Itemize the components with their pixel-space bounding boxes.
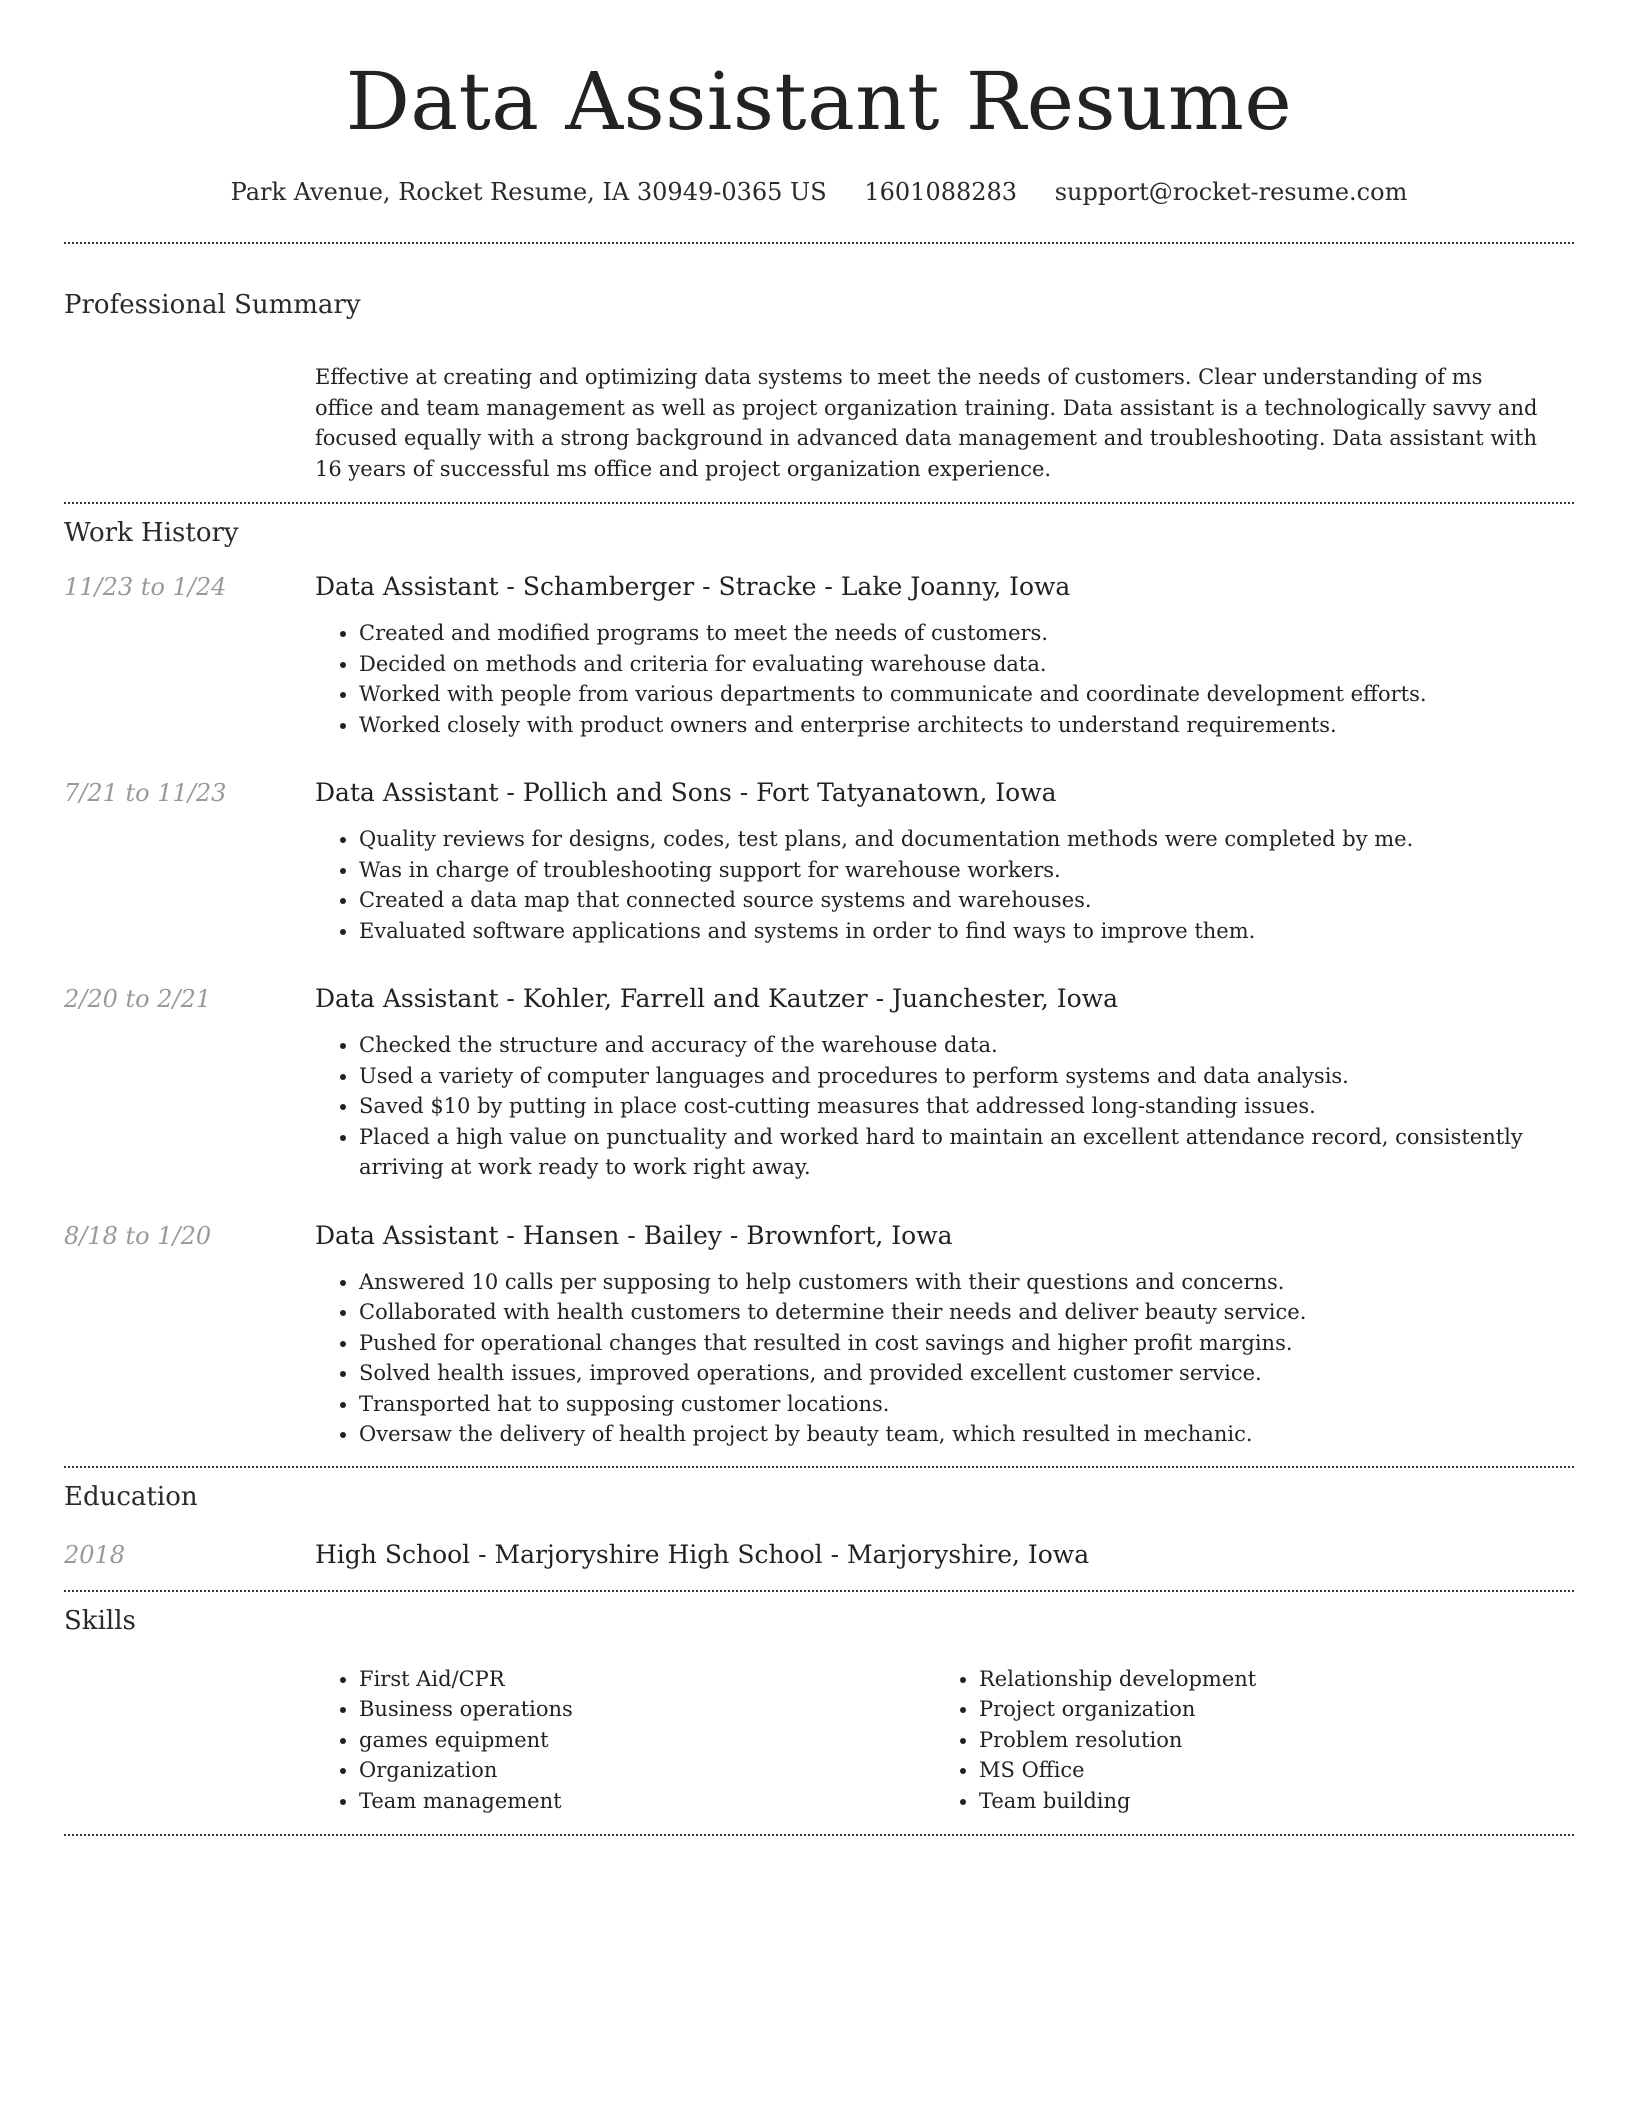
skills-list bbox=[315, 1664, 1555, 1817]
list-item: • Project organization bbox=[979, 1694, 1555, 1725]
list-item: • Business operations bbox=[359, 1694, 935, 1725]
job-bullets bbox=[315, 824, 1539, 946]
education-title: High School - Marjoryshire High School - Marjoryshire, Iowa bbox=[315, 1539, 1090, 1569]
job-title: Data Assistant - Schamberger - Stracke - Lake Joanny, Iowa bbox=[315, 572, 1071, 601]
list-item: • Placed a high value on punctuality and worked hard to maintain an excellent attendance record, consistently arriving at work ready to work right away. bbox=[359, 1122, 1539, 1183]
education-year: 2018 bbox=[64, 1540, 126, 1569]
section-title-skills: Skills bbox=[64, 1605, 136, 1636]
list-item: • Relationship development bbox=[979, 1664, 1555, 1695]
list-item: • First Aid/CPR bbox=[359, 1664, 935, 1695]
job-title: Data Assistant - Hansen - Bailey - Brownfort, Iowa bbox=[315, 1220, 953, 1250]
job-entry bbox=[64, 1219, 1574, 1450]
job-title: Data Assistant - Pollich and Sons - Fort Tatyanatown, Iowa bbox=[315, 778, 1057, 807]
education-entry bbox=[64, 1538, 1574, 1572]
divider bbox=[64, 1466, 1574, 1468]
job-entry bbox=[64, 776, 1574, 946]
resume-title: Data Assistant Resume bbox=[345, 55, 1293, 148]
list-item: • MS Office bbox=[979, 1755, 1555, 1786]
list-item: • Created and modified programs to meet the needs of customers. bbox=[359, 618, 1539, 649]
list-item: • Saved $10 by putting in place cost-cutting measures that addressed long-standing issues. bbox=[359, 1091, 1539, 1122]
section-title-summary: Professional Summary bbox=[64, 290, 361, 320]
job-entry bbox=[64, 982, 1574, 1183]
job-bullets bbox=[315, 1030, 1539, 1183]
list-item: • Solved health issues, improved operations, and provided excellent customer service. bbox=[359, 1358, 1539, 1389]
divider bbox=[64, 502, 1574, 504]
list-item: • Team management bbox=[359, 1786, 935, 1817]
list-item: • Oversaw the delivery of health project by beauty team, which resulted in mechanic. bbox=[359, 1419, 1539, 1450]
list-item: • Quality reviews for designs, codes, test plans, and documentation methods were completed by me. bbox=[359, 824, 1539, 855]
list-item: • games equipment bbox=[359, 1725, 935, 1756]
job-dates: 7/21 to 11/23 bbox=[64, 779, 227, 807]
list-item: • Decided on methods and criteria for evaluating warehouse data. bbox=[359, 649, 1539, 680]
divider bbox=[64, 1834, 1574, 1836]
list-item: • Answered 10 calls per supposing to help customers with their questions and concerns. bbox=[359, 1267, 1539, 1298]
list-item: • Checked the structure and accuracy of the warehouse data. bbox=[359, 1030, 1539, 1061]
list-item: • Collaborated with health customers to determine their needs and deliver beauty service. bbox=[359, 1297, 1539, 1328]
job-dates: 8/18 to 1/20 bbox=[64, 1221, 212, 1250]
job-dates: 2/20 to 2/21 bbox=[64, 985, 212, 1013]
list-item: • Created a data map that connected source systems and warehouses. bbox=[359, 885, 1539, 916]
resume-page bbox=[64, 0, 1574, 1836]
list-item: • Used a variety of computer languages and procedures to perform systems and data analysis. bbox=[359, 1061, 1539, 1092]
list-item: • Problem resolution bbox=[979, 1725, 1555, 1756]
divider bbox=[64, 242, 1574, 244]
job-dates: 11/23 to 1/24 bbox=[64, 573, 227, 601]
job-bullets bbox=[315, 618, 1539, 740]
section-title-education: Education bbox=[64, 1481, 198, 1512]
job-bullets bbox=[315, 1267, 1539, 1450]
section-title-work-history: Work History bbox=[64, 518, 239, 548]
summary-text: Effective at creating and optimizing data systems to meet the needs of customers. Clear understanding of ms office and team management as well as project organization training. Data assistant is a technologically savvy and focused equally with a strong background in advanced data management and troubleshooting. Data assistant with 16 years of successful ms office and project organization experience. bbox=[315, 365, 1538, 481]
list-item: • Organization bbox=[359, 1755, 935, 1786]
list-item: • Worked closely with product owners and enterprise architects to understand requirements. bbox=[359, 710, 1539, 741]
list-item: • Pushed for operational changes that resulted in cost savings and higher profit margins. bbox=[359, 1328, 1539, 1359]
list-item: • Transported hat to supposing customer locations. bbox=[359, 1389, 1539, 1420]
job-entry bbox=[64, 570, 1574, 740]
list-item: • Team building bbox=[979, 1786, 1555, 1817]
job-title: Data Assistant - Kohler, Farrell and Kautzer - Juanchester, Iowa bbox=[315, 984, 1119, 1013]
skills-column-right bbox=[935, 1664, 1555, 1817]
list-item: • Was in charge of troubleshooting support for warehouse workers. bbox=[359, 855, 1539, 886]
divider bbox=[64, 1590, 1574, 1592]
list-item: • Worked with people from various departments to communicate and coordinate development efforts. bbox=[359, 679, 1539, 710]
contact-line bbox=[64, 176, 1574, 208]
list-item: • Evaluated software applications and systems in order to find ways to improve them. bbox=[359, 916, 1539, 947]
contact-address: Park Avenue, Rocket Resume, IA 30949-0365 US bbox=[230, 178, 827, 206]
contact-phone: 1601088283 bbox=[864, 178, 1018, 206]
skills-column-left bbox=[315, 1664, 935, 1817]
contact-email: support@rocket-resume.com bbox=[1054, 178, 1408, 206]
